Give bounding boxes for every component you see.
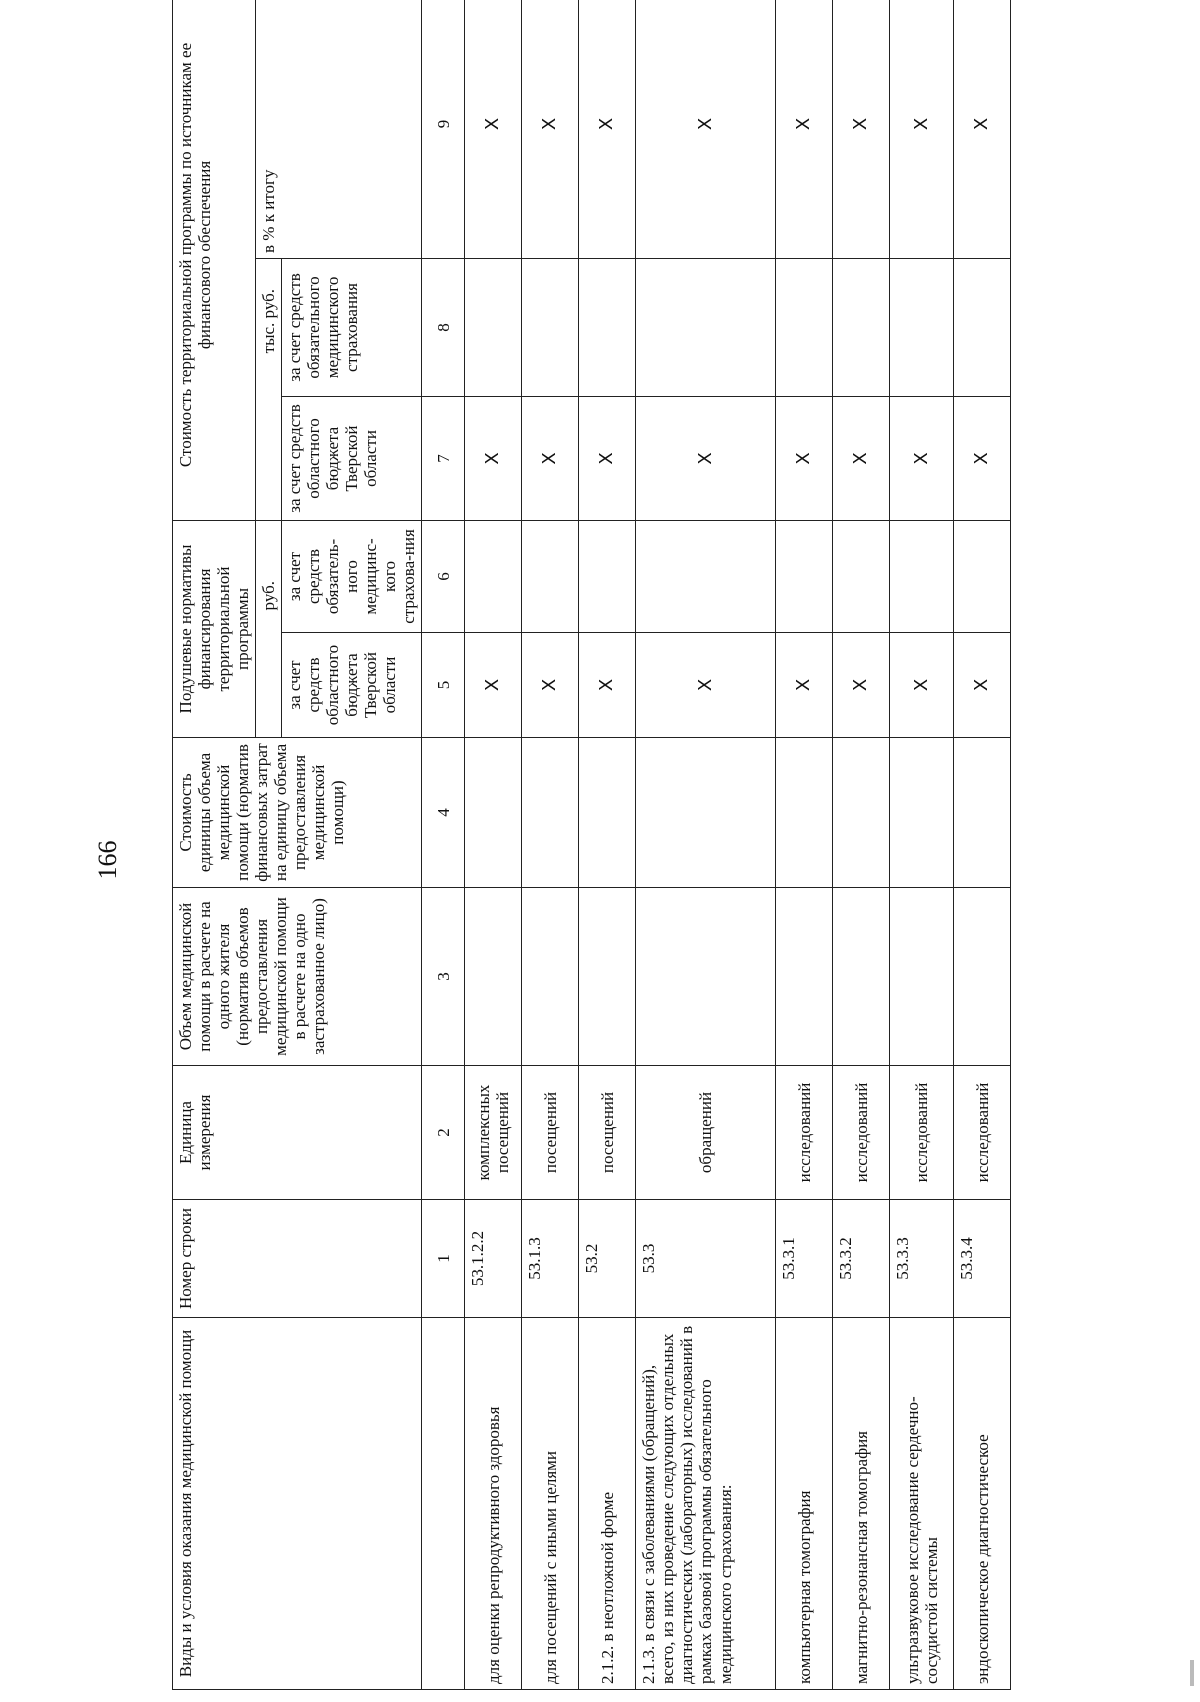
row-per-capita-oms: [465, 520, 522, 632]
row-per-capita-regional: X: [522, 633, 579, 738]
row-volume: [776, 888, 833, 1066]
table-body: [422, 0, 1011, 1690]
row-unit: исследований: [833, 1066, 890, 1200]
column-number: 6: [422, 520, 465, 632]
row-unit: исследований: [890, 1066, 954, 1200]
header-per-capita-unit: руб.: [256, 520, 282, 737]
row-total-regional: X: [465, 396, 522, 520]
row-number: 53.3: [636, 1200, 776, 1318]
row-percent: X: [890, 0, 954, 258]
row-per-capita-regional: X: [776, 633, 833, 738]
row-cost-unit: [465, 738, 522, 888]
header-total-cost-unit: тыс. руб.: [256, 258, 282, 520]
row-number: 53.3.1: [776, 1200, 833, 1318]
row-kind: 2.1.3. в связи с заболеваниями (обращений), всего, из них проведение следующих отдельных диагностических (лабораторных) исследований в рамках базовой программы обязательного медицинского страхования:: [636, 1318, 776, 1690]
table-row: [776, 0, 833, 1690]
row-volume: [954, 888, 1011, 1066]
row-total-regional: X: [776, 396, 833, 520]
row-percent: X: [522, 0, 579, 258]
row-cost-unit: [833, 738, 890, 888]
row-unit: исследований: [776, 1066, 833, 1200]
row-total-oms: [636, 258, 776, 396]
row-per-capita-oms: [833, 520, 890, 632]
row-volume: [833, 888, 890, 1066]
row-total-oms: [522, 258, 579, 396]
row-total-oms: [776, 258, 833, 396]
row-cost-unit: [776, 738, 833, 888]
row-cost-unit: [890, 738, 954, 888]
column-number: 1: [422, 1200, 465, 1318]
header-per-capita-regional: за счет средств областного бюджета Тверской области: [282, 633, 422, 738]
header-percent: в % к итогу: [256, 0, 422, 258]
header-row-no: Номер строки: [173, 1200, 422, 1318]
column-number: 2: [422, 1066, 465, 1200]
row-kind: ультразвуковое исследование сердечно-сосудистой системы: [890, 1318, 954, 1690]
row-per-capita-regional: X: [954, 633, 1011, 738]
row-cost-unit: [522, 738, 579, 888]
row-cost-unit: [954, 738, 1011, 888]
header-total-oms: за счет средств обязательного медицинского страхования: [282, 258, 422, 396]
row-percent: X: [636, 0, 776, 258]
column-number: 5: [422, 633, 465, 738]
row-percent: X: [579, 0, 636, 258]
table-header: [173, 0, 422, 1690]
row-per-capita-regional: X: [636, 633, 776, 738]
row-total-oms: [579, 258, 636, 396]
row-kind: для посещений с иными целями: [522, 1318, 579, 1690]
row-percent: X: [776, 0, 833, 258]
row-total-regional: X: [833, 396, 890, 520]
table-row: [890, 0, 954, 1690]
table-row: [465, 0, 522, 1690]
row-percent: X: [833, 0, 890, 258]
row-total-oms: [465, 258, 522, 396]
rotated-table-sheet: [172, 0, 1122, 1690]
row-total-oms: [954, 258, 1011, 396]
row-number: 53.2: [579, 1200, 636, 1318]
column-number: 9: [422, 0, 465, 258]
header-total-cost: Стоимость территориальной программы по источникам ее финансового обеспечения: [173, 0, 256, 520]
row-percent: X: [954, 0, 1011, 258]
row-number: 53.3.4: [954, 1200, 1011, 1318]
header-per-capita: Подушевые нормативы финансирования территориальной программы: [173, 520, 256, 737]
row-total-regional: X: [522, 396, 579, 520]
row-per-capita-oms: [579, 520, 636, 632]
row-unit: обращений: [636, 1066, 776, 1200]
table-row: [522, 0, 579, 1690]
row-number: 53.1.2.2: [465, 1200, 522, 1318]
row-per-capita-regional: X: [890, 633, 954, 738]
row-kind: магнитно-резонансная томография: [833, 1318, 890, 1690]
scan-edge-mark: [1190, 1660, 1194, 1686]
page-number: 166: [93, 840, 122, 880]
row-volume: [636, 888, 776, 1066]
row-kind: 2.1.2. в неотложной форме: [579, 1318, 636, 1690]
header-unit: Единица измерения: [173, 1066, 422, 1200]
header-total-regional: за счет средств областного бюджета Тверской области: [282, 396, 422, 520]
row-total-regional: X: [890, 396, 954, 520]
table-row: [636, 0, 776, 1690]
table-row: [579, 0, 636, 1690]
row-kind: для оценки репродуктивного здоровья: [465, 1318, 522, 1690]
row-per-capita-regional: X: [579, 633, 636, 738]
header-kinds: Виды и условия оказания медицинской помощи: [173, 1318, 422, 1690]
column-number: 3: [422, 888, 465, 1066]
row-total-regional: X: [636, 396, 776, 520]
row-per-capita-oms: [954, 520, 1011, 632]
row-total-regional: X: [579, 396, 636, 520]
row-kind: компьютерная томография: [776, 1318, 833, 1690]
row-kind: эндоскопическое диагностическое: [954, 1318, 1011, 1690]
table-row: [954, 0, 1011, 1690]
row-per-capita-oms: [636, 520, 776, 632]
column-number: 4: [422, 738, 465, 888]
row-total-oms: [890, 258, 954, 396]
row-unit: комплексных посещений: [465, 1066, 522, 1200]
column-number: 7: [422, 396, 465, 520]
medical-care-table: [172, 0, 1011, 1690]
row-per-capita-oms: [522, 520, 579, 632]
column-number: [422, 1318, 465, 1690]
column-number: 8: [422, 258, 465, 396]
row-percent: X: [465, 0, 522, 258]
header-cost-unit: Стоимость единицы объема медицинской помощи (норматив финансовых затрат на единицу объема предоставления медицинской помощи): [173, 738, 422, 888]
row-number: 53.3.2: [833, 1200, 890, 1318]
row-unit: посещений: [579, 1066, 636, 1200]
row-number: 53.1.3: [522, 1200, 579, 1318]
table-row: [833, 0, 890, 1690]
row-cost-unit: [579, 738, 636, 888]
row-unit: исследований: [954, 1066, 1011, 1200]
header-per-capita-oms: за счет средств обязатель-ного медицинс-кого страхова-ния: [282, 520, 422, 632]
row-cost-unit: [636, 738, 776, 888]
row-per-capita-regional: X: [833, 633, 890, 738]
row-number: 53.3.3: [890, 1200, 954, 1318]
row-volume: [522, 888, 579, 1066]
row-per-capita-oms: [776, 520, 833, 632]
row-volume: [579, 888, 636, 1066]
column-numbers-row: [422, 0, 465, 1690]
row-unit: посещений: [522, 1066, 579, 1200]
row-total-oms: [833, 258, 890, 396]
row-per-capita-regional: X: [465, 633, 522, 738]
row-per-capita-oms: [890, 520, 954, 632]
row-volume: [465, 888, 522, 1066]
row-volume: [890, 888, 954, 1066]
header-volume: Объем медицинской помощи в расчете на одного жителя (норматив объемов предоставления медицинской помощи в расчете на одно застрахованное лицо): [173, 888, 422, 1066]
row-total-regional: X: [954, 396, 1011, 520]
